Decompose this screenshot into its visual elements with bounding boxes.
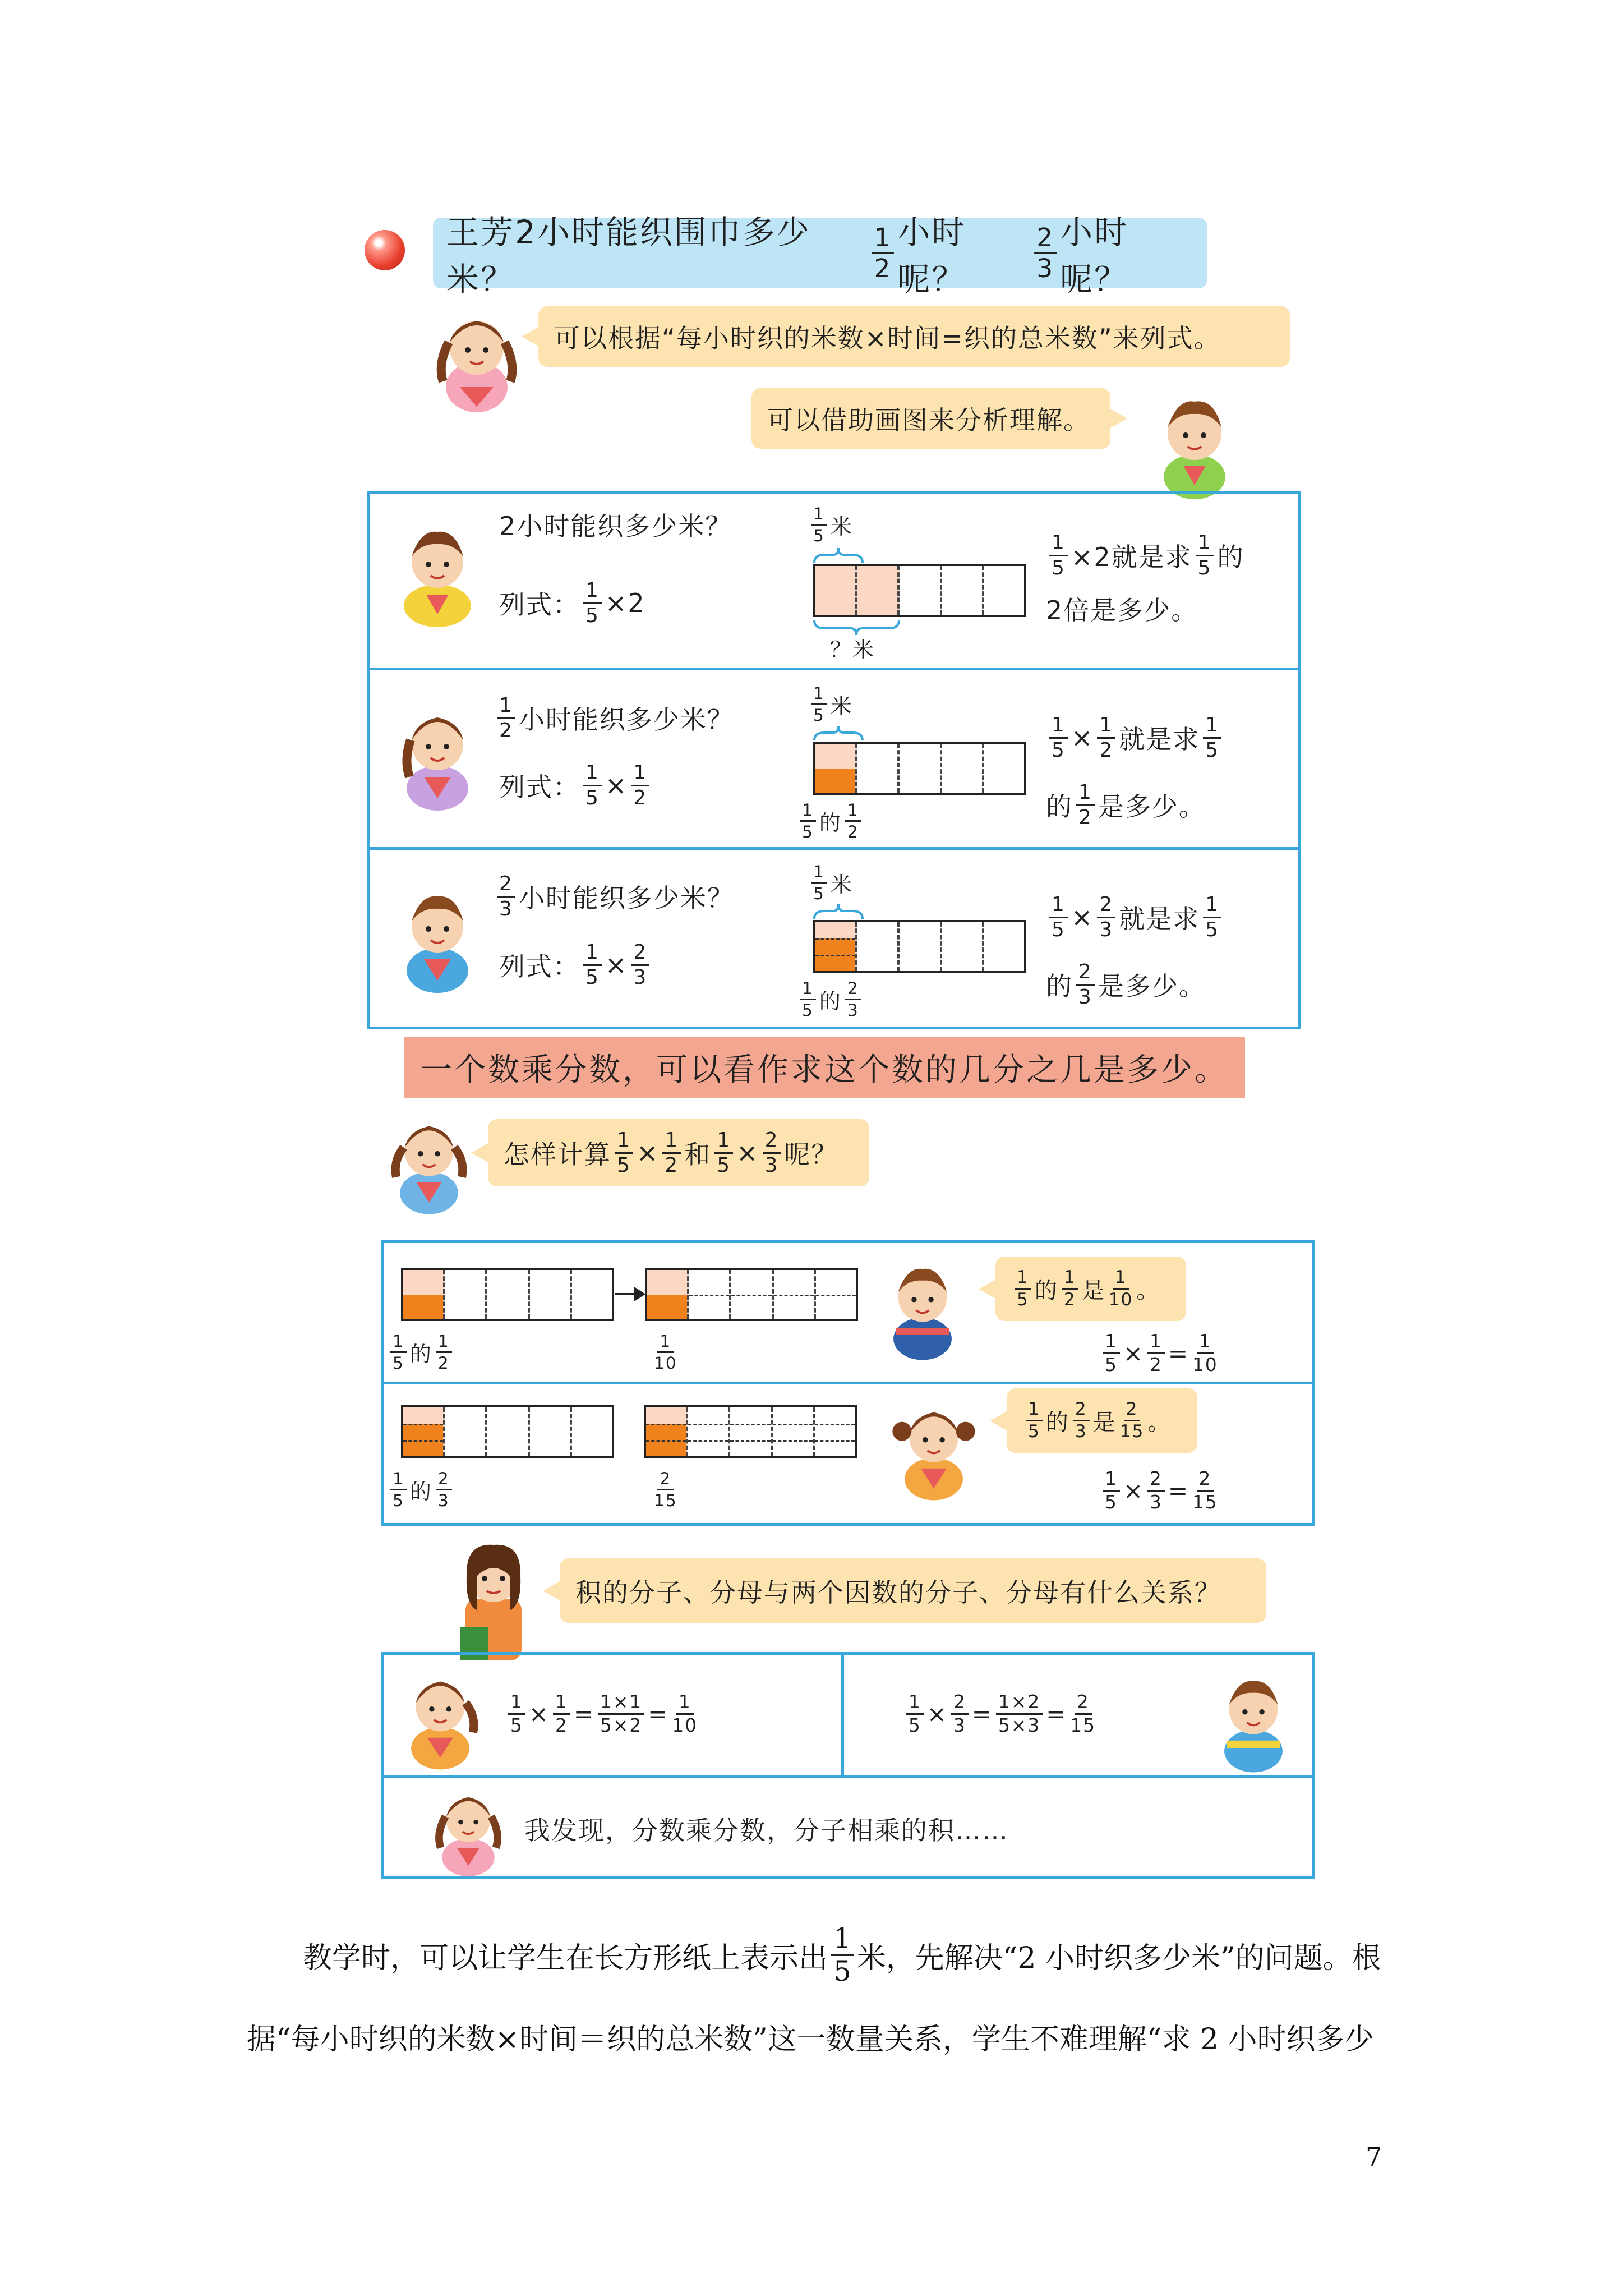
row1-top-label: $\frac{1}{5}$ 米 xyxy=(808,499,853,550)
calc2-right-bar xyxy=(644,1405,857,1458)
row1-formula: 列式： $\frac{1}{5}$ ×2 xyxy=(499,578,645,627)
calc1-left-cell xyxy=(445,1270,487,1319)
calc2-left-cell xyxy=(445,1407,487,1456)
row2-fraction-bar xyxy=(813,742,1026,795)
calc2-bubble: $\frac{1}{5}$ 的 $\frac{2}{3}$ 是 $\frac{2}{15}$ 。 xyxy=(1007,1388,1197,1453)
calc1-equation: $\frac{1}{5}$ × $\frac{1}{2}$ = $\frac{1}{10}$ xyxy=(1099,1327,1221,1380)
analysis-divider-1 xyxy=(367,668,1301,670)
calc2-right-label: $\frac{2}{15}$ xyxy=(654,1468,677,1510)
calculation-divider xyxy=(381,1382,1315,1384)
calc1-left-cell xyxy=(572,1270,612,1319)
row3-top-brace xyxy=(813,903,864,920)
paragraph-line-1: 教学时，可以让学生在长方形纸上表示出 $\frac{1}{5}$ 米，先解决“2 小时织多少米”的问题。根 xyxy=(303,1921,1381,1987)
row3-question: $\frac{2}{3}$ 小时能织多少米？ xyxy=(494,868,734,924)
calc2-girl-illustration xyxy=(886,1391,981,1503)
calc2-right-cell-shaded xyxy=(646,1407,688,1456)
calc2-right-cell xyxy=(773,1407,815,1456)
row3-cell xyxy=(857,922,900,971)
calc2-left-cell xyxy=(487,1407,529,1456)
rule-text: 一个数乘分数，可以看作求这个数的几分之几是多少。 xyxy=(421,1052,1228,1088)
calc1-boy-illustration xyxy=(875,1251,970,1363)
girl-illustration xyxy=(426,303,527,415)
page-number: 7 xyxy=(1366,2142,1382,2172)
row1-cell xyxy=(857,566,900,615)
row1-cell xyxy=(815,566,857,615)
row2-bottom-label: $\frac{1}{5}$ 的 $\frac{1}{2}$ xyxy=(796,795,865,846)
problem-fraction-2: $\frac{2}{3}$ xyxy=(1034,225,1057,280)
bubble-girl xyxy=(538,306,1290,367)
discovery-text: 我发现，分数乘分数，分子相乘的积…… xyxy=(524,1815,1009,1846)
row2-explanation-line1: $\frac{1}{5}$ × $\frac{1}{2}$ 就是求 $\frac{1}{5}$ xyxy=(1046,710,1225,766)
row2-formula: 列式： $\frac{1}{5}$ × $\frac{1}{2}$ xyxy=(499,757,653,813)
bubble-boy-text: 可以借助画图来分析理解。 xyxy=(767,405,1090,435)
result-divider xyxy=(381,1775,1315,1778)
row2-cell xyxy=(900,744,942,793)
row1-question: 2小时能织多少米？ xyxy=(499,511,732,541)
analysis-divider-2 xyxy=(367,847,1301,850)
calc2-left-bar xyxy=(401,1405,614,1458)
calc1-right-label: $\frac{1}{10}$ xyxy=(654,1331,677,1373)
row3-cell-shaded xyxy=(815,922,857,971)
row2-top-brace xyxy=(813,725,864,742)
calc1-right-cell xyxy=(774,1270,816,1319)
row3-top-label: $\frac{1}{5}$ 米 xyxy=(808,857,853,908)
row2-girl-illustration xyxy=(387,698,488,811)
calc1-bubble: $\frac{1}{5}$ 的 $\frac{1}{2}$ 是 $\frac{1}{10}$ 。 xyxy=(995,1257,1186,1321)
teacher-bubble-text: 积的分子、分母与两个因数的分子、分母有什么关系？ xyxy=(575,1577,1221,1608)
calc2-left-label: $\frac{1}{5}$ 的 $\frac{2}{3}$ xyxy=(387,1464,455,1515)
row3-formula: 列式： $\frac{1}{5}$ × $\frac{2}{3}$ xyxy=(499,937,653,993)
boy-illustration xyxy=(1144,387,1245,499)
calc1-right-cell-shaded xyxy=(647,1270,689,1319)
bubble-boy xyxy=(751,388,1110,449)
row1-explanation-line1: $\frac{1}{5}$ ×2就是求 $\frac{1}{5}$ 的 xyxy=(1046,527,1244,583)
row1-boy-illustration xyxy=(387,516,488,628)
calc1-left-cell xyxy=(487,1270,529,1319)
row3-cell xyxy=(900,922,942,971)
row2-question: $\frac{1}{2}$ 小时能织多少米？ xyxy=(494,690,734,746)
calc1-right-cell xyxy=(689,1270,731,1319)
row1-cell xyxy=(984,566,1024,615)
row2-cell-shaded xyxy=(815,744,857,793)
calc1-left-bar xyxy=(401,1268,614,1321)
row2-cell xyxy=(942,744,984,793)
calc1-left-label: $\frac{1}{5}$ 的 $\frac{1}{2}$ xyxy=(387,1327,455,1377)
calc1-left-cell xyxy=(530,1270,572,1319)
question-bubble: 怎样计算 $\frac{1}{5}$ × $\frac{1}{2}$ 和 $\frac{1}{5}$ × $\frac{2}{3}$ 呢？ xyxy=(488,1119,869,1186)
rule-banner xyxy=(404,1037,1245,1098)
red-ball-icon xyxy=(365,230,405,270)
calc2-right-cell xyxy=(688,1407,730,1456)
question-girl-illustration xyxy=(381,1108,477,1214)
calc1-right-cell xyxy=(731,1270,773,1319)
paragraph-line-2: 据“每小时织的米数×时间＝织的总米数”这一数量关系，学生不难理解“求 2 小时织多少 xyxy=(247,2022,1374,2056)
calc2-left-cell-shaded xyxy=(403,1407,445,1456)
result-right-boy-illustration xyxy=(1206,1666,1301,1773)
result-column-divider xyxy=(841,1652,844,1775)
row1-cell xyxy=(942,566,984,615)
row2-cell xyxy=(984,744,1024,793)
calc1-right-bar xyxy=(645,1268,858,1321)
row3-cell xyxy=(984,922,1024,971)
row2-cell xyxy=(857,744,900,793)
row1-bottom-label: ？米 xyxy=(830,637,875,662)
result-right-equation: $\frac{1}{5}$ × $\frac{2}{3}$ = $\frac{1\times 2}{5\times 3}$ = $\frac{2}{15}$ xyxy=(903,1683,1099,1745)
row2-explanation-line2: 的 $\frac{1}{2}$ 是多少。 xyxy=(1046,780,1206,829)
row2-top-label: $\frac{1}{5}$ 米 xyxy=(808,679,853,729)
calc2-left-cell xyxy=(572,1407,612,1456)
bubble-girl-text: 可以根据“每小时织的米数×时间=织的总米数”来列式。 xyxy=(554,323,1221,353)
result-left-equation: $\frac{1}{5}$ × $\frac{1}{2}$ = $\frac{1\times 1}{5\times 2}$ = $\frac{1}{10}$ xyxy=(505,1683,701,1745)
calc2-right-cell xyxy=(815,1407,855,1456)
row1-explanation-line2: 2倍是多少。 xyxy=(1046,595,1198,625)
teacher-illustration xyxy=(437,1531,550,1666)
discovery-girl-illustration xyxy=(421,1781,516,1876)
row3-explanation-line1: $\frac{1}{5}$ × $\frac{2}{3}$ 就是求 $\frac{1}{5}$ xyxy=(1046,889,1225,945)
row3-explanation-line2: 的 $\frac{2}{3}$ 是多少。 xyxy=(1046,960,1206,1009)
problem-part3: 小时呢？ xyxy=(1060,213,1129,298)
row3-boy-illustration xyxy=(387,881,488,993)
calc1-left-cell-shaded xyxy=(403,1270,445,1319)
calc2-right-cell xyxy=(730,1407,772,1456)
problem-part2: 小时呢？ xyxy=(897,213,966,298)
problem-part1: 王芳2小时能织围巾多少米？ xyxy=(446,213,811,298)
calc2-equation: $\frac{1}{5}$ × $\frac{2}{3}$ = $\frac{2}{15}$ xyxy=(1099,1464,1221,1517)
row3-bottom-label: $\frac{1}{5}$ 的 $\frac{2}{3}$ xyxy=(796,974,865,1024)
row3-cell xyxy=(942,922,984,971)
row1-fraction-bar xyxy=(813,564,1026,617)
row1-cell xyxy=(900,566,942,615)
problem-banner xyxy=(433,213,1207,298)
calc1-right-cell xyxy=(816,1270,856,1319)
row3-fraction-bar xyxy=(813,920,1026,973)
row1-top-brace xyxy=(813,547,864,564)
arrow-right-icon xyxy=(615,1285,647,1304)
calc2-left-cell xyxy=(530,1407,572,1456)
teacher-bubble xyxy=(560,1558,1266,1623)
result-left-girl-illustration xyxy=(393,1663,488,1770)
problem-fraction-1: $\frac{1}{2}$ xyxy=(872,225,895,280)
